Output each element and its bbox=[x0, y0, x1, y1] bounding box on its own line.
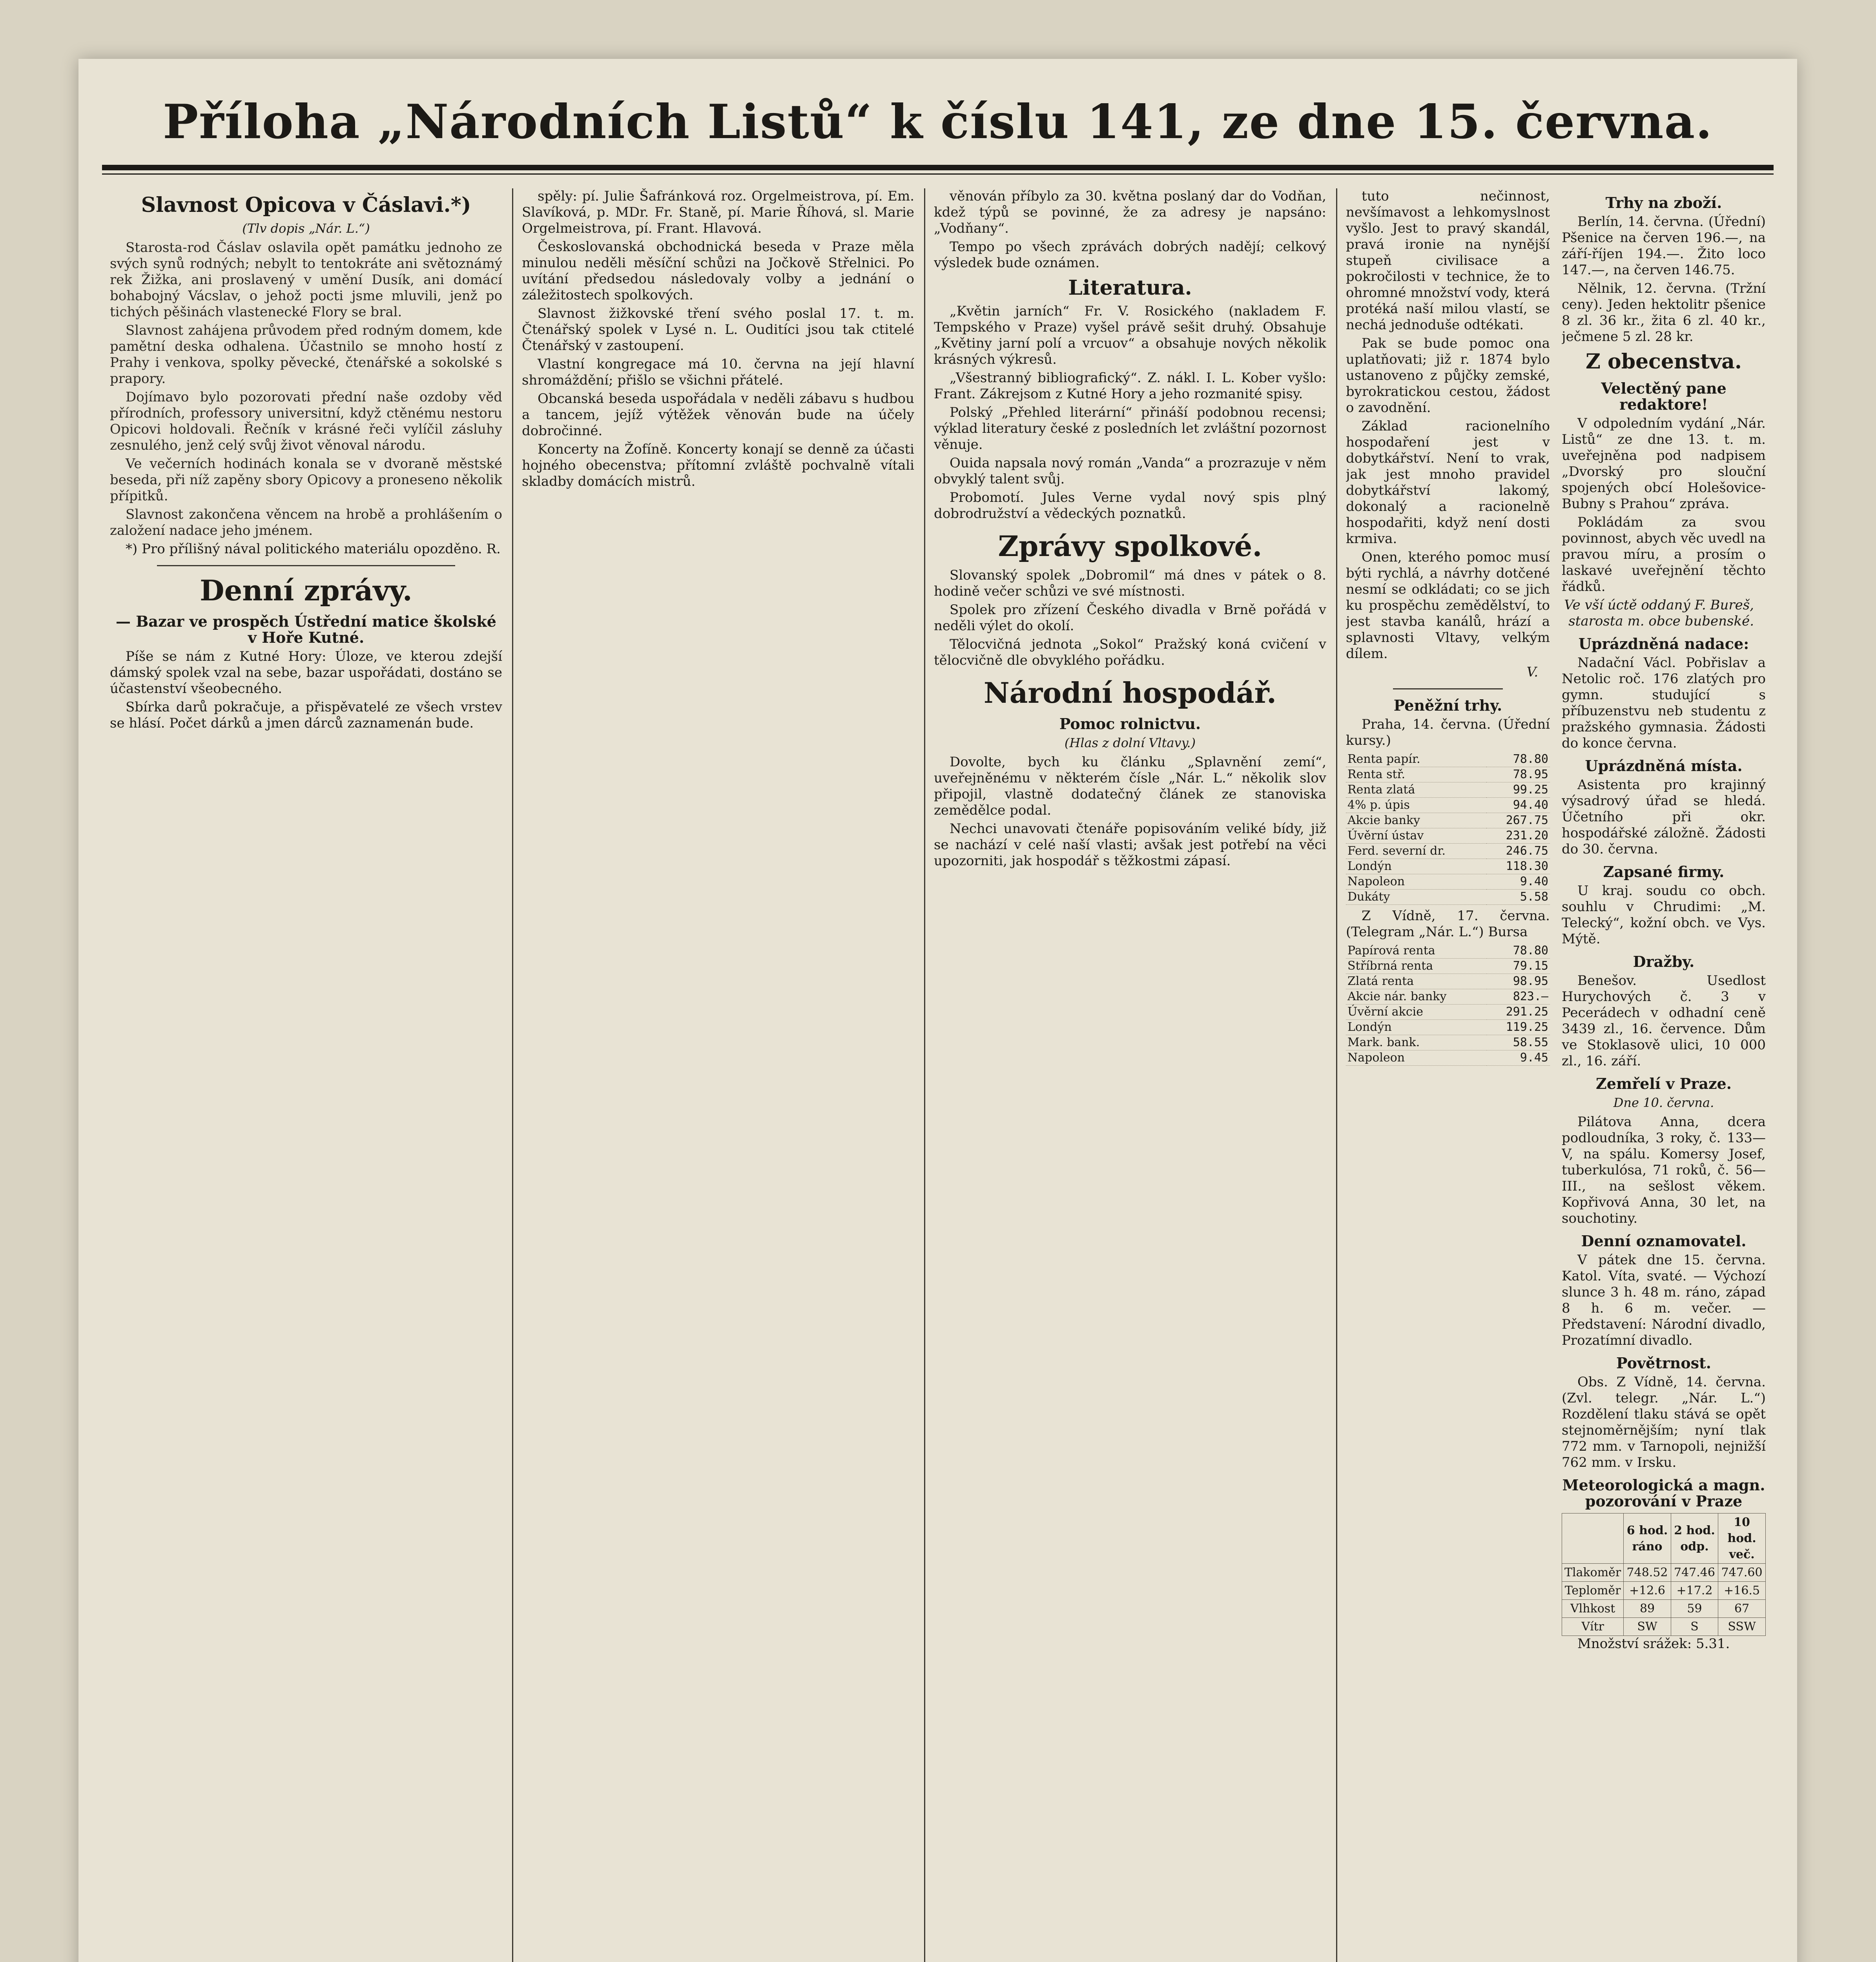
price-table-vienna bbox=[1346, 943, 1550, 1066]
table-cell: 748.52 bbox=[1624, 1564, 1671, 1582]
paragraph: Nadační Václ. Pobřislav a Netolic roč. 176 zlatých pro gymn. studující s příbuzenstvu neb studentu z pražského gymnasia. Žádosti do konce června. bbox=[1562, 655, 1766, 751]
article-headline: Slavnost Opicova v Čáslavi.*) bbox=[141, 193, 471, 217]
paragraph: Koncerty na Žofíně. Koncerty konají se denně za účasti hojného obecenstva; přítomní zvláště pochvalně vítali skladby domácích mistrů. bbox=[522, 441, 914, 489]
paragraph: Základ racionelního hospodaření jest v dobytkářství. Není to vrak, jak jest mnoho pravidel dobytkářství lakomý, dokonalý a racionelně hospodařiti, když není dosti krmiva. bbox=[1346, 418, 1550, 547]
signature: Ve vší úctě oddaný F. Bureš, starosta m. obce bubenské. bbox=[1564, 597, 1754, 629]
table-header: 2 hod. odp. bbox=[1671, 1513, 1718, 1564]
table-cell: Úvěrní akcie bbox=[1346, 1005, 1487, 1020]
paragraph: Benešov. Usedlost Hurychových č. 3 v Pecerádech v odhadní ceně 3439 zl., 16. července. Dům ve Stoklasově ulici, 10 000 zl., 16. září. bbox=[1562, 973, 1766, 1069]
section-headline: Denní oznamovatel. bbox=[1581, 1232, 1747, 1250]
paragraph: V odpoledním vydání „Nár. Listů“ ze dne 13. t. m. uveřejněna pod nadpisem „Dvorský pro slouční spojených obcí Holešovice-Bubny s Prahou“ zpráva. bbox=[1562, 416, 1766, 512]
table-row bbox=[1346, 943, 1550, 959]
paragraph: V pátek dne 15. června. Katol. Víta, svaté. — Výchozí slunce 3 h. 48 m. ráno, západ 8 h. 6 m. večer. — Představení: Národní divadlo, Prozatímní divadlo. bbox=[1562, 1252, 1766, 1348]
paragraph: Probomotí. Jules Verne vydal nový spis plný dobrodružství a vědeckých poznatků. bbox=[934, 490, 1326, 521]
table-cell: Teploměr bbox=[1562, 1582, 1624, 1600]
paragraph: Množství srážek: 5.31. bbox=[1577, 1636, 1730, 1652]
paragraph: Slavnost zakončena věncem na hrobě a prohlášením o založení nadace jeho jménem. bbox=[110, 507, 502, 538]
table-row bbox=[1346, 767, 1550, 782]
title-rule bbox=[102, 165, 1774, 170]
table-row bbox=[1346, 1035, 1550, 1050]
table-cell: Papírová renta bbox=[1346, 943, 1487, 959]
table-row bbox=[1346, 1005, 1550, 1020]
table-header: 6 hod. ráno bbox=[1624, 1513, 1671, 1564]
paragraph: U kraj. soudu co obch. souhlu v Chrudimi: „M. Telecký“, kožní obch. ve Vys. Mýtě. bbox=[1562, 883, 1766, 947]
table-row bbox=[1346, 782, 1550, 798]
article-source: (Hlas z dolní Vltavy.) bbox=[1064, 735, 1196, 750]
table-row bbox=[1562, 1564, 1766, 1582]
paragraph: Polský „Přehled literární“ přináší podobnou recensi; výklad literatury české z posledních let zvláštní pozornost věnuje. bbox=[934, 405, 1326, 452]
table-cell: 58.55 bbox=[1487, 1035, 1550, 1050]
section-headline: Trhy na zboží. bbox=[1605, 194, 1722, 212]
table-cell: S bbox=[1671, 1618, 1718, 1636]
table-row bbox=[1346, 874, 1550, 890]
paragraph: Asistenta pro krajinný výsadrový úřad se hledá. Účetního při okr. hospodářské záložně. Žádosti do 30. června. bbox=[1562, 777, 1766, 857]
table-row bbox=[1562, 1600, 1766, 1618]
weather-table bbox=[1562, 1513, 1766, 1636]
table-cell: SSW bbox=[1718, 1618, 1766, 1636]
section-headline: Dražby. bbox=[1633, 953, 1695, 970]
paragraph: Tempo po všech zprávách dobrých nadějí; celkový výsledek bude oznámen. bbox=[934, 239, 1326, 271]
paragraph: tuto nečinnost, nevšímavost a lehkomyslnost vyšlo. Jest to pravý skandál, pravá ironie na nynější stupeň civilisace a pokročilosti v technice, že to ohromné množství vody, která protéká naší milou vlastí, se nechá jednoduše odtékati. bbox=[1346, 188, 1550, 333]
column-divider bbox=[1336, 188, 1337, 1962]
table-cell: 5.58 bbox=[1486, 890, 1550, 905]
table-cell: 9.40 bbox=[1486, 874, 1550, 890]
table-cell: SW bbox=[1624, 1618, 1671, 1636]
section-headline: Denní zprávy. bbox=[200, 574, 412, 607]
newspaper-page bbox=[78, 59, 1797, 1962]
section-headline: Zemřelí v Praze. bbox=[1596, 1075, 1732, 1092]
table-cell: 78.80 bbox=[1486, 752, 1550, 767]
table-row bbox=[1346, 844, 1550, 859]
paragraph: Píše se nám z Kutné Hory: Úloze, ve kterou zdejší dámský spolek vzal na sebe, bazar uspořádati, dostáno se účastenství všeobecného. bbox=[110, 649, 502, 697]
table-title: Meteorologická a magn. pozorování v Praze bbox=[1562, 1476, 1765, 1510]
paragraph: „Květin jarních“ Fr. V. Rosického (nakladem F. Tempského v Praze) vyšel právě sešit druhý. Obsahuje „Květiny jarní polí a vrcuov“ a obsahuje nových několik krásných výkresů. bbox=[934, 303, 1326, 367]
paragraph: Ouida napsala nový román „Vanda“ a prozrazuje v něm obvyklý talent svůj. bbox=[934, 455, 1326, 487]
table-cell: Londýn bbox=[1346, 859, 1486, 874]
paragraph: Spolek pro zřízení Českého divadla v Brně pořádá v neděli výlet do okolí. bbox=[934, 602, 1326, 634]
table-cell: 9.45 bbox=[1487, 1050, 1550, 1066]
table-header-row bbox=[1562, 1513, 1766, 1564]
table-row bbox=[1346, 989, 1550, 1005]
paragraph: Českoslovanská obchodnická beseda v Praze měla minulou neděli měsíční schůzi na Jočkově Střelnici. Po uvítání předsedou následovaly volby a jednání o záležitostech spolkových. bbox=[522, 239, 914, 303]
table-cell: Vítr bbox=[1562, 1618, 1624, 1636]
table-cell: 99.25 bbox=[1486, 782, 1550, 798]
paragraph: Pokládám za svou povinnost, abych věc uvedl na pravou míru, a prosím o laskavé uveřejnění těchto řádků. bbox=[1562, 514, 1766, 594]
table-header bbox=[1562, 1513, 1624, 1564]
table-cell: Ferd. severní dr. bbox=[1346, 844, 1486, 859]
table-cell: Renta stř. bbox=[1346, 767, 1486, 782]
section-subtitle: Velectěný pane redaktore! bbox=[1601, 379, 1727, 413]
paragraph: Slavnost žižkovské tření svého poslal 17. t. m. Čtenářský spolek v Lysé n. L. Ouditíci jsou tak ctitelé Čtenářský v zastoupení. bbox=[522, 306, 914, 354]
table-cell: Napoleon bbox=[1346, 874, 1486, 890]
table-row bbox=[1346, 890, 1550, 905]
price-table bbox=[1346, 752, 1550, 905]
section-headline: Literatura. bbox=[1068, 276, 1192, 300]
paragraph: Pilátova Anna, dcera podloudníka, 3 roky, č. 133—V, na spálu. Komersy Josef, tuberkulósa, 71 roků, č. 56—III., na sešlost věkem. Kopřivová Anna, 30 let, na souchotiny. bbox=[1562, 1114, 1766, 1226]
table-cell: Renta papír. bbox=[1346, 752, 1486, 767]
table-cell: Akcie nár. banky bbox=[1346, 989, 1487, 1005]
paragraph: Obcanská beseda uspořádala v neděli zábavu s hudbou a tancem, jejíž výtěžek věnován bude na účely dobročinné. bbox=[522, 391, 914, 439]
table-row bbox=[1562, 1618, 1766, 1636]
section-headline: Národní hospodář. bbox=[983, 676, 1277, 709]
section-headline: Uprázdněná nadace: bbox=[1578, 635, 1749, 653]
section-headline: Peněžní trhy. bbox=[1393, 697, 1502, 714]
table-cell: +17.2 bbox=[1671, 1582, 1718, 1600]
table-row bbox=[1346, 1020, 1550, 1035]
paragraph: Nělnik, 12. června. (Tržní ceny). Jeden hektolitr pšenice 8 zl. 36 kr., žita 6 zl. 40 kr., ječmene 5 zl. 28 kr. bbox=[1562, 281, 1766, 345]
paragraph: Ve večerních hodinách konala se v dvoraně městské beseda, při níž zapěny sbory Opicovy a proneseno několik přípitků. bbox=[110, 456, 502, 504]
paragraph: Nechci unavovati čtenáře popisováním veliké bídy, již se nachází v celé naší vlasti; avšak jest potřebí na věci upozorniti, jak hospodář s těžkostmi zápasí. bbox=[934, 821, 1326, 869]
paragraph: Pak se bude pomoc ona uplatňovati; již r. 1874 bylo ustanoveno z půjčky zemské, byrokratickou cestou, žádost o zavodnění. bbox=[1346, 336, 1550, 416]
table-cell: 267.75 bbox=[1486, 813, 1550, 828]
table-row bbox=[1346, 859, 1550, 874]
table-row bbox=[1346, 798, 1550, 813]
table-cell: Úvěrní ústav bbox=[1346, 828, 1486, 844]
paragraph: Berlín, 14. června. (Úřední) Pšenice na červen 196.—, na září-říjen 194.—. Žito loco 147.—, na červen 146.75. bbox=[1562, 214, 1766, 278]
table-row bbox=[1346, 813, 1550, 828]
table-cell: 78.80 bbox=[1487, 943, 1550, 959]
table-row bbox=[1346, 959, 1550, 974]
table-row bbox=[1346, 828, 1550, 844]
footnote: *) Pro přílišný nával politického materiálu opozděno. R. bbox=[126, 541, 501, 557]
title-rule-thin bbox=[102, 173, 1774, 175]
paragraph: Obs. Z Vídně, 14. června. (Zvl. telegr. „Nár. L.“) Rozdělení tlaku stává se opět stejnoměrnějším; nyní tlak 772 mm. v Tarnopoli, nejnižší 762 mm. v Irsku. bbox=[1562, 1374, 1766, 1470]
table-cell: 4% p. úpis bbox=[1346, 798, 1486, 813]
table-cell: 79.15 bbox=[1487, 959, 1550, 974]
table-cell: +16.5 bbox=[1718, 1582, 1766, 1600]
table-cell: Zlatá renta bbox=[1346, 974, 1487, 989]
table-cell: 94.40 bbox=[1486, 798, 1550, 813]
paragraph: Dovolte, bych ku článku „Splavnění zemí“, uveřejněnému v některém čísle „Nár. L.“ několik slov připojil, vlastně dodatečný článek ze stanoviska zemědělce podal. bbox=[934, 754, 1326, 818]
section-headline: Uprázdněná místa. bbox=[1585, 757, 1743, 775]
section-headline: Zprávy spolkové. bbox=[998, 529, 1262, 563]
table-cell: Dukáty bbox=[1346, 890, 1486, 905]
section-headline: Povětrnost. bbox=[1616, 1354, 1711, 1372]
table-cell: 291.25 bbox=[1487, 1005, 1550, 1020]
table-cell: 747.60 bbox=[1718, 1564, 1766, 1582]
section-headline: Z obecenstva. bbox=[1585, 350, 1742, 374]
subcolumn-left bbox=[1346, 188, 1550, 1069]
column-3 bbox=[934, 188, 1326, 1962]
paragraph: Slavnost zahájena průvodem před rodným domem, kde pamětní deska odhalena. Účastnilo se mnoho hostí z Prahy i venkova, spolky pěvecké, čtenářské a sokolské s prapory. bbox=[110, 323, 502, 387]
table-cell: Londýn bbox=[1346, 1020, 1487, 1035]
paragraph: Z Vídně, 17. června. (Telegram „Nár. L.“) Bursa bbox=[1346, 908, 1550, 940]
paragraph: Vlastní kongregace má 10. června na její hlavní shromáždění; přišlo se všichni přátelé. bbox=[522, 356, 914, 388]
section-headline: Zapsané firmy. bbox=[1603, 863, 1725, 881]
table-cell: 231.20 bbox=[1486, 828, 1550, 844]
divider bbox=[157, 565, 455, 566]
table-cell: 246.75 bbox=[1486, 844, 1550, 859]
table-cell: 119.25 bbox=[1487, 1020, 1550, 1035]
table-cell: Renta zlatá bbox=[1346, 782, 1486, 798]
table-cell: 89 bbox=[1624, 1600, 1671, 1618]
table-cell: Mark. bank. bbox=[1346, 1035, 1487, 1050]
column-divider bbox=[512, 188, 513, 1962]
paragraph: „Všestranný bibliografický“. Z. nákl. I. L. Kober vyšlo: Frant. Zákrejsom z Kutné Hory a jeho rozmanité spisy. bbox=[934, 370, 1326, 402]
column-divider bbox=[924, 188, 925, 1962]
table-cell: Akcie banky bbox=[1346, 813, 1486, 828]
subcolumn-right bbox=[1562, 188, 1766, 1654]
table-row bbox=[1346, 1050, 1550, 1066]
paragraph: věnován příbylo za 30. května poslaný dar do Vodňan, kdež týpů se povinné, že za adresy je napsáno: „Vodňany“. bbox=[934, 188, 1326, 236]
table-cell: 747.46 bbox=[1671, 1564, 1718, 1582]
paragraph: Slovanský spolek „Dobromil“ má dnes v pátek o 8. hodině večer schůzi ve své místnosti. bbox=[934, 567, 1326, 599]
table-cell: Tlakoměr bbox=[1562, 1564, 1624, 1582]
section-subtitle: Dne 10. června. bbox=[1613, 1095, 1714, 1110]
divider bbox=[1393, 688, 1503, 689]
paragraph: Onen, kterého pomoc musí býti rychlá, a návrhy dotčené nesmí se odkládati; co se jich ku prospěchu zemědělství, to jest stavba kanálů, hrází a splavnosti Vltavy, velkým dílem. bbox=[1346, 549, 1550, 662]
table-cell: 67 bbox=[1718, 1600, 1766, 1618]
table-cell: 78.95 bbox=[1486, 767, 1550, 782]
table-cell: 118.30 bbox=[1486, 859, 1550, 874]
table-row bbox=[1562, 1582, 1766, 1600]
paragraph: Starosta-rod Čáslav oslavila opět památku jednoho ze svých synů rodných; nebylt to tentokráte ani světoznámý rek Žižka, ani proslavený v umění Dusík, ani domácí bohabojný Vácslav, o jehož pocti jsme mluvili, jenž po tichých pěšinách vlastenecké Flory se bral. bbox=[110, 240, 502, 320]
table-row bbox=[1346, 752, 1550, 767]
table-cell: Stříbrná renta bbox=[1346, 959, 1487, 974]
table-cell: 59 bbox=[1671, 1600, 1718, 1618]
table-header: 10 hod. več. bbox=[1718, 1513, 1766, 1564]
signature: V. bbox=[1526, 664, 1538, 680]
paragraph: Sbírka darů pokračuje, a přispěvatelé ze všech vrstev se hlásí. Počet dárků a jmen dárců zaznamenán bude. bbox=[110, 699, 502, 731]
table-cell: 823.— bbox=[1487, 989, 1550, 1005]
table-cell: Napoleon bbox=[1346, 1050, 1487, 1066]
paragraph: Tělocvičná jednota „Sokol“ Pražský koná cvičení v tělocvičně dle obvyklého pořádku. bbox=[934, 636, 1326, 668]
column-1 bbox=[110, 188, 502, 1962]
table-cell: 98.95 bbox=[1487, 974, 1550, 989]
table-cell: +12.6 bbox=[1624, 1582, 1671, 1600]
page-title: Příloha „Národních Listů“ k číslu 141, ze dne 15. června. bbox=[162, 94, 1713, 150]
table-cell: Vlhkost bbox=[1562, 1600, 1624, 1618]
paragraph: Praha, 14. června. (Úřední kursy.) bbox=[1346, 717, 1550, 748]
paragraph: spěly: pí. Julie Šafránková roz. Orgelmeistrova, pí. Em. Slavíková, p. MDr. Fr. Staně, pí. Marie Říhová, sl. Marie Orgelmeistrova, pí. Frant. Hlavová. bbox=[522, 188, 914, 236]
table-row bbox=[1346, 974, 1550, 989]
article-source: (Tlv dopis „Nár. L.“) bbox=[242, 221, 370, 236]
section-subtitle: — Bazar ve prospěch Ústřední matice školské v Hoře Kutné. bbox=[116, 613, 496, 646]
column-2 bbox=[522, 188, 914, 1962]
column-4 bbox=[1346, 188, 1766, 1962]
section-subtitle: Pomoc rolnictvu. bbox=[1059, 715, 1201, 733]
paragraph: Dojímavo bylo pozorovati přední naše ozdoby věd přírodních, professory universitní, když ctěnému nestoru Opicovi holdovali. Řečník v krásné řeči vylíčil zásluhy zesnulého, jenž celý svůj život věnoval národu. bbox=[110, 389, 502, 453]
